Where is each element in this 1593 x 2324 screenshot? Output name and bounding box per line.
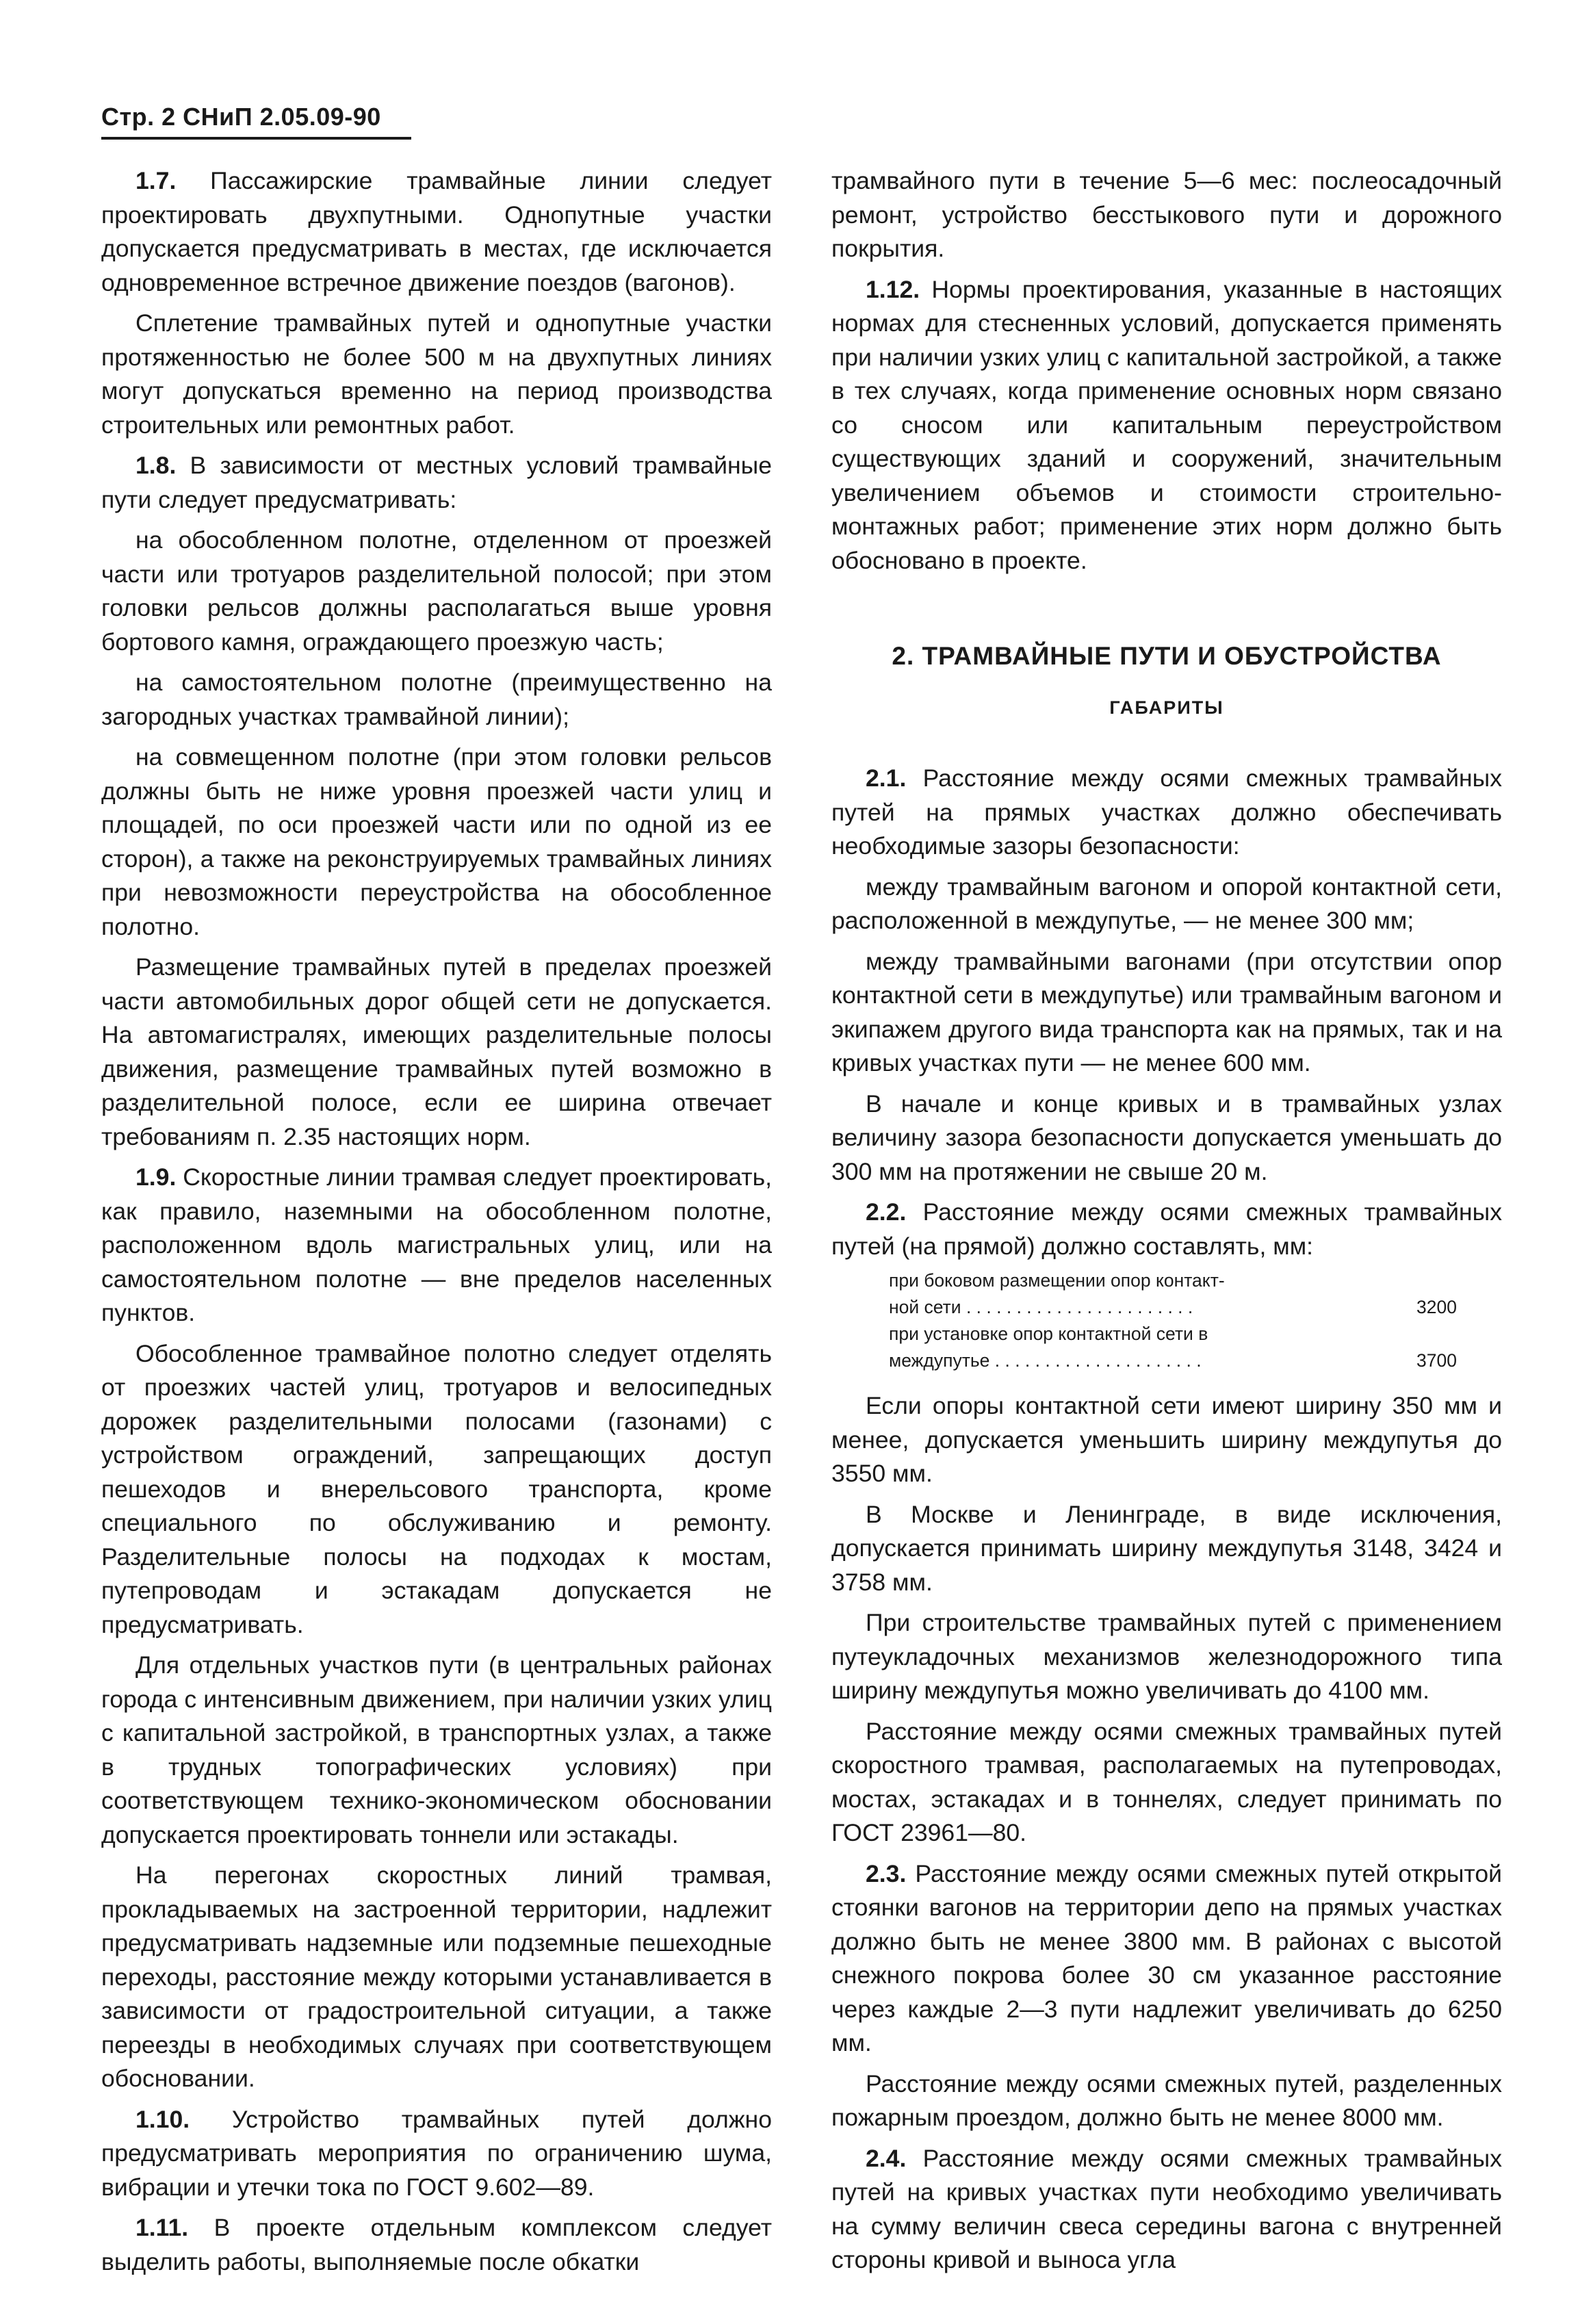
paragraph: Для отдельных участков пути (в центральных районах города с интенсивным движением, при наличии узких улиц с капитальной застройкой, в транспортных узлах, а также в трудных топографических условиях) при соответствующем технико-экономическом обосновании допускается проектировать тоннели или эстакады. [101,1651,772,1848]
clause-number: 2.2. [866,1198,907,1226]
dimension-item [889,1267,1457,1321]
list-item: на самостоятельном полотне (преимущественно на загородных участках трамвайной линии); [101,669,772,730]
list-item: на обособленном полотне, отделенном от проезжей части или тротуаров разделительной полосой; при этом головки рельсов должны располагаться выше уровня бортового камня, ограждающего проезжую часть; [101,526,772,656]
paragraph: Расстояние между осями смежных путей, разделенных пожарным проездом, должно быть не менее 8000 мм. [831,2069,1502,2131]
paragraph-1-8 [101,449,772,517]
dimension-item [889,1321,1457,1374]
clause-number: 2.1. [866,764,907,792]
right-column [831,164,1502,2277]
paragraph-text: Нормы проектирования, указанные в настоящих нормах для стесненных условий, допускается применять при наличии узких улиц с капитальной застройкой, а также в тех случаях, когда применение основных норм связано со сносом или капитальным переустройством существующих зданий и сооружений, значительным увеличением объемов и стоимости строительно-монтажных работ; применение этих норм должно быть обосновано в проекте. [831,275,1502,574]
paragraph-1-12 [831,273,1502,578]
list-item: на совмещенном полотне (при этом головки рельсов должны быть не ниже уровня проезжей части улиц и площадей, по оси проезжей части или по одной из ее сторон), а также на реконструируемых трамвайных линиях при невозможности переустройства на обособленное полотно. [101,743,772,940]
paragraph-2-2 [831,1196,1502,1263]
paragraph: Если опоры контактной сети имеют ширину 350 мм и менее, допускается уменьшить ширину междупутья до 3550 мм. [831,1392,1502,1487]
paragraph: При строительстве трамвайных путей с применением путеукладочных механизмов железнодорожного типа ширину междупутья можно увеличивать до 4100 мм. [831,1609,1502,1704]
paragraph-text: Расстояние между осями смежных путей открытой стоянки вагонов на территории депо на прямых участках должно быть не менее 3800 мм. В районах с высотой снежного покрова более 30 см указанное расстояние через каждые 2—3 пути надлежит увеличивать до 6250 мм. [831,1859,1502,2056]
page-header: Стр. 2 СНиП 2.05.09-90 [101,103,381,131]
dimension-row [889,1294,1457,1321]
paragraph-2-3 [831,1857,1502,2061]
paragraph-2-1 [831,762,1502,864]
dimension-label: междупутье . . . . . . . . . . . . . . . . . . . . . [889,1350,1202,1371]
section-title: 2. ТРАМВАЙНЫЕ ПУТИ И ОБУСТРОЙСТВА [892,642,1442,670]
header-underline [101,137,411,140]
paragraph: На перегонах скоростных линий трамвая, прокладываемых на застроенной территории, надлежит предусматривать надземные или подземные пешеходные переходы, расстояние между которыми устанавливается в зависимости от градостроительной ситуации, а также переезды в необходимых случаях при соответствующем обосновании. [101,1861,772,2092]
dimension-label: при установке опор контактной сети в [889,1324,1208,1344]
paragraph-text: Расстояние между осями смежных трамвайных путей (на прямой) должно составлять, мм: [831,1198,1502,1260]
clause-number: 1.10. [135,2105,190,2133]
paragraph-text: Устройство трамвайных путей должно предусматривать мероприятия по ограничению шума, вибрации и утечки тока по ГОСТ 9.602—89. [101,2105,772,2201]
paragraph-1-9 [101,1161,772,1330]
paragraph: Сплетение трамвайных путей и однопутные участки протяженностью не более 500 м на двухпутных линиях могут допускаться временно на период производства строительных или ремонтных работ. [101,309,772,439]
list-item: между трамвайным вагоном и опорой контактной сети, расположенной в междупутье, — не менее 300 мм; [831,873,1502,934]
paragraph: В Москве и Ленинграде, в виде исключения, допускается принимать ширину междупутья 3148, 3424 и 3758 мм. [831,1500,1502,1596]
paragraph-2-4 [831,2142,1502,2277]
clause-number: 1.8. [135,452,177,479]
dimension-list [889,1267,1457,1374]
dimension-value: 3700 [1416,1350,1457,1371]
left-column [101,164,772,2279]
paragraph-continued: трамвайного пути в течение 5—6 мес: послеосадочный ремонт, устройство бесстыкового пути и дорожного покрытия. [831,167,1502,262]
paragraph: Размещение трамвайных путей в пределах проезжей части автомобильных дорог общей сети не допускается. На автомагистралях, имеющих разделительные полосы движения, размещение трамвайных путей возможно в разделительной полосе, если ее ширина отвечает требованиям п. 2.35 настоящих норм. [101,953,772,1150]
paragraph-text: Расстояние между осями смежных трамвайных путей на прямых участках должно обеспечивать необходимые зазоры безопасности: [831,764,1502,860]
subsection-title: ГАБАРИТЫ [1109,697,1224,718]
paragraph-1-11 [101,2211,772,2279]
list-item: между трамвайными вагонами (при отсутствии опор контактной сети в междупутье) или трамвайным вагоном и экипажем другого вида транспорта как на прямых, так и на кривых участках пути — не менее 600 мм. [831,947,1502,1076]
dimension-label: ной сети . . . . . . . . . . . . . . . . . . . . . . . [889,1297,1193,1317]
dimension-row [889,1347,1457,1374]
clause-number: 1.7. [135,167,177,194]
paragraph-1-7 [101,164,772,300]
clause-number: 1.9. [135,1163,177,1191]
paragraph: Расстояние между осями смежных трамвайных путей скоростного трамвая, располагаемых на путепроводах, мостах, эстакадах и в тоннелях, следует принимать по ГОСТ 23961—80. [831,1717,1502,1846]
paragraph: В начале и конце кривых и в трамвайных узлах величину зазора безопасности допускается уменьшать до 300 мм на протяжении не свыше 20 м. [831,1089,1502,1185]
paragraph: Обособленное трамвайное полотно следует отделять от проезжих частей улиц, тротуаров и велосипедных дорожек разделительными полосами (газонами) с устройством ограждений, запрещающих доступ пешеходов и внерельсового транспорта, кроме специального по обслуживанию и ремонту. Разделительные полосы на подходах к мостам, путепроводам и эстакадам допускается не предусматривать. [101,1339,772,1638]
paragraph-text: Пассажирские трамвайные линии следует проектировать двухпутными. Однопутные участки допускается предусматривать в местах, где исключается одновременное встречное движение поездов (вагонов). [101,167,772,296]
clause-number: 1.11. [135,2214,189,2241]
dimension-value: 3200 [1416,1297,1457,1317]
paragraph-text: В проекте отдельным комплексом следует выделить работы, выполняемые после обкатки [101,2214,772,2275]
clause-number: 1.12. [866,275,920,303]
clause-number: 2.3. [866,1859,907,1887]
paragraph-text: Расстояние между осями смежных трамвайных путей на кривых участках пути необходимо увеличивать на сумму величин свеса середины вагона с внутренней стороны кривой и выноса угла [831,2144,1502,2273]
paragraph-text: В зависимости от местных условий трамвайные пути следует предусматривать: [101,452,772,513]
paragraph-text: Скоростные линии трамвая следует проектировать, как правило, наземными на обособленном полотне, расположенном вдоль магистральных улиц, или на самостоятельном полотне — вне пределов населенных пунктов. [101,1163,772,1326]
clause-number: 2.4. [866,2144,907,2172]
paragraph-1-10 [101,2103,772,2205]
dimension-label: при боковом размещении опор контакт- [889,1270,1225,1291]
